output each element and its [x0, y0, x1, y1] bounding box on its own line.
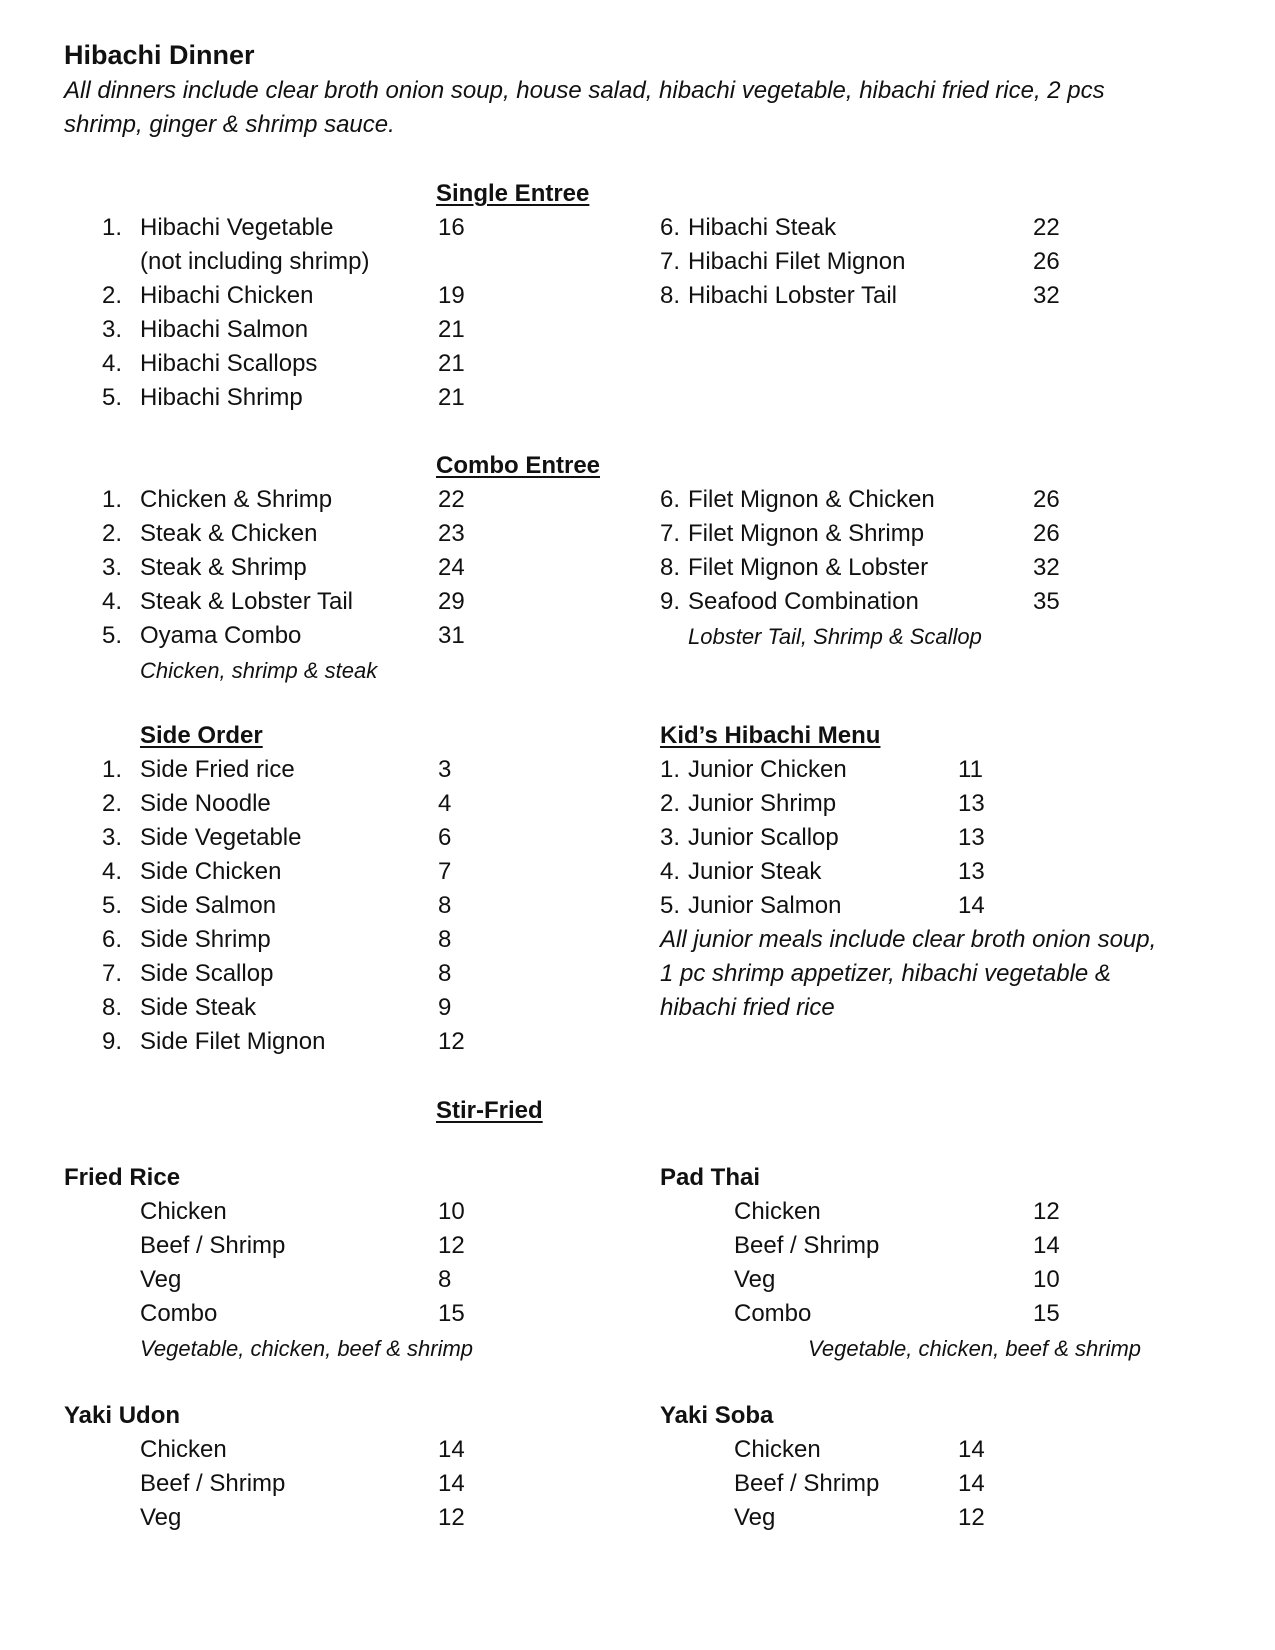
menu-item-name: Veg — [734, 1504, 776, 1531]
menu-item-number: 7. — [660, 520, 681, 547]
menu-item-price: 15 — [438, 1300, 465, 1327]
menu-item-name: Junior Chicken — [688, 756, 847, 783]
kids-menu-heading: Kid’s Hibachi Menu — [660, 722, 881, 749]
menu-item-name: Veg — [140, 1504, 182, 1531]
menu-item-name: Junior Shrimp — [688, 790, 837, 817]
side-order-heading: Side Order — [140, 722, 263, 749]
menu-item-price: 26 — [1033, 248, 1060, 275]
menu-item-name: Chicken & Shrimp — [140, 486, 333, 513]
menu-item-price: 21 — [438, 316, 465, 343]
menu-item-number: 7. — [660, 248, 681, 275]
menu-item-name: Hibachi Salmon — [140, 316, 309, 343]
menu-item-number: 2. — [660, 790, 681, 817]
menu-item-number: 4. — [102, 858, 123, 885]
menu-item-number: 8. — [102, 994, 123, 1021]
fried-rice-title: Fried Rice — [64, 1164, 181, 1191]
menu-item-price: 9 — [438, 994, 452, 1021]
menu-item-price: 13 — [958, 858, 985, 885]
menu-item-name: Chicken — [734, 1198, 821, 1225]
menu-item-price: 32 — [1033, 282, 1060, 309]
menu-item-note: Vegetable, chicken, beef & shrimp — [140, 1336, 474, 1361]
menu-item-price: 19 — [438, 282, 465, 309]
menu-item-price: 3 — [438, 756, 452, 783]
menu-item-number: 7. — [102, 960, 123, 987]
menu-item-number: 2. — [102, 520, 123, 547]
menu-item-name: Side Filet Mignon — [140, 1028, 326, 1055]
menu-item-name: Side Fried rice — [140, 756, 295, 783]
menu-item-price: 6 — [438, 824, 452, 851]
menu-item-name: Hibachi Lobster Tail — [688, 282, 898, 309]
menu-item-name: Side Scallop — [140, 960, 274, 987]
menu-item-price: 7 — [438, 858, 452, 885]
yaki-udon-title: Yaki Udon — [64, 1402, 181, 1429]
menu-item-name: Filet Mignon & Chicken — [688, 486, 935, 513]
menu-item-name: Steak & Shrimp — [140, 554, 307, 581]
menu-item-price: 8 — [438, 1266, 452, 1293]
menu-item-name: Side Salmon — [140, 892, 277, 919]
menu-item-price: 26 — [1033, 520, 1060, 547]
menu-item-name: Seafood Combination — [688, 588, 919, 615]
menu-item-name: Side Noodle — [140, 790, 271, 817]
menu-item-number: 8. — [660, 554, 681, 581]
menu-item-price: 23 — [438, 520, 465, 547]
menu-item-number: 6. — [660, 486, 681, 513]
menu-item-note: Lobster Tail, Shrimp & Scallop — [688, 624, 982, 649]
menu-item-number: 3. — [660, 824, 681, 851]
menu-item-name: Hibachi Chicken — [140, 282, 314, 309]
menu-item-price: 32 — [1033, 554, 1060, 581]
menu-item-number: 5. — [102, 622, 123, 649]
menu-item-price: 29 — [438, 588, 465, 615]
menu-item-price: 21 — [438, 350, 465, 377]
menu-item-name: Filet Mignon & Lobster — [688, 554, 929, 581]
kids-menu-note-line: hibachi fried rice — [660, 994, 835, 1021]
menu-item-price: 14 — [1033, 1232, 1060, 1259]
menu-item-price: 14 — [438, 1436, 465, 1463]
menu-item-name: Hibachi Steak — [688, 214, 837, 241]
menu-item-name: Oyama Combo — [140, 622, 302, 649]
menu-item-number: 3. — [102, 554, 123, 581]
menu-item-price: 12 — [958, 1504, 985, 1531]
menu-item-price: 8 — [438, 960, 452, 987]
menu-item-price: 14 — [958, 1470, 985, 1497]
menu-item-name: Hibachi Filet Mignon — [688, 248, 906, 275]
menu-item-name: Steak & Chicken — [140, 520, 318, 547]
menu-item-price: 14 — [438, 1470, 465, 1497]
menu-item-price: 11 — [958, 756, 983, 783]
kids-menu-note-line: 1 pc shrimp appetizer, hibachi vegetable & — [660, 960, 1111, 987]
menu-item-name: Steak & Lobster Tail — [140, 588, 354, 615]
menu-item-note: Vegetable, chicken, beef & shrimp — [808, 1336, 1142, 1361]
menu-item-name: Filet Mignon & Shrimp — [688, 520, 925, 547]
menu-item-price: 4 — [438, 790, 452, 817]
menu-item-name: Junior Salmon — [688, 892, 842, 919]
menu-item-name: Beef / Shrimp — [140, 1470, 286, 1497]
menu-item-price: 21 — [438, 384, 465, 411]
menu-item-number: 1. — [102, 756, 123, 783]
menu-item-number: 6. — [102, 926, 123, 953]
menu-item-number: 4. — [102, 350, 123, 377]
kids-menu-note-line: All junior meals include clear broth onion soup, — [660, 926, 1157, 953]
menu-item-note: (not including shrimp) — [140, 248, 370, 275]
menu-item-name: Combo — [734, 1300, 812, 1327]
menu-item-name: Hibachi Vegetable — [140, 214, 334, 241]
menu-item-number: 1. — [660, 756, 681, 783]
menu-item-number: 3. — [102, 824, 123, 851]
menu-item-name: Junior Scallop — [688, 824, 839, 851]
menu-item-number: 2. — [102, 282, 123, 309]
menu-item-price: 16 — [438, 214, 465, 241]
menu-item-price: 13 — [958, 790, 985, 817]
intro-line-2: shrimp, ginger & shrimp sauce. — [64, 111, 395, 138]
page-title: Hibachi Dinner — [64, 40, 255, 70]
menu-item-name: Veg — [734, 1266, 776, 1293]
menu-item-name: Veg — [140, 1266, 182, 1293]
menu-item-number: 5. — [102, 892, 123, 919]
menu-item-price: 22 — [1033, 214, 1060, 241]
menu-item-price: 15 — [1033, 1300, 1060, 1327]
menu-item-number: 8. — [660, 282, 681, 309]
pad-thai-title: Pad Thai — [660, 1164, 761, 1191]
menu-item-number: 2. — [102, 790, 123, 817]
menu-item-number: 5. — [660, 892, 681, 919]
menu-item-name: Beef / Shrimp — [734, 1232, 880, 1259]
menu-item-name: Chicken — [140, 1198, 227, 1225]
menu-item-number: 6. — [660, 214, 681, 241]
single-entree-heading: Single Entree — [436, 180, 590, 207]
menu-item-number: 1. — [102, 214, 123, 241]
menu-item-number: 1. — [102, 486, 123, 513]
yaki-soba-title: Yaki Soba — [660, 1402, 774, 1429]
menu-item-number: 4. — [102, 588, 123, 615]
menu-item-price: 8 — [438, 892, 452, 919]
menu-item-name: Side Steak — [140, 994, 257, 1021]
menu-item-price: 24 — [438, 554, 465, 581]
menu-item-name: Chicken — [140, 1436, 227, 1463]
menu-item-name: Chicken — [734, 1436, 821, 1463]
menu-item-price: 14 — [958, 892, 985, 919]
menu-item-price: 35 — [1033, 588, 1060, 615]
menu-item-name: Side Vegetable — [140, 824, 302, 851]
intro-line-1: All dinners include clear broth onion soup, house salad, hibachi vegetable, hibachi fried rice, 2 pcs — [64, 77, 1105, 104]
menu-item-name: Beef / Shrimp — [140, 1232, 286, 1259]
menu-item-name: Beef / Shrimp — [734, 1470, 880, 1497]
menu-item-price: 22 — [438, 486, 465, 513]
menu-item-price: 26 — [1033, 486, 1060, 513]
stir-fried-heading: Stir-Fried — [436, 1097, 543, 1124]
menu-item-number: 3. — [102, 316, 123, 343]
menu-item-name: Side Chicken — [140, 858, 282, 885]
menu-item-name: Hibachi Shrimp — [140, 384, 303, 411]
menu-item-price: 8 — [438, 926, 452, 953]
menu-item-price: 14 — [958, 1436, 985, 1463]
menu-item-price: 10 — [1033, 1266, 1060, 1293]
combo-entree-heading: Combo Entree — [436, 452, 601, 479]
menu-item-number: 9. — [660, 588, 681, 615]
menu-item-number: 4. — [660, 858, 681, 885]
menu-item-name: Junior Steak — [688, 858, 822, 885]
menu-item-name: Combo — [140, 1300, 218, 1327]
menu-item-number: 5. — [102, 384, 123, 411]
menu-item-number: 9. — [102, 1028, 123, 1055]
menu-item-price: 12 — [438, 1232, 465, 1259]
menu-item-price: 13 — [958, 824, 985, 851]
menu-item-price: 31 — [438, 622, 465, 649]
menu-item-name: Hibachi Scallops — [140, 350, 318, 377]
menu-item-price: 12 — [438, 1028, 465, 1055]
menu-item-price: 12 — [438, 1504, 465, 1531]
menu-item-note: Chicken, shrimp & steak — [140, 658, 378, 683]
menu-item-price: 12 — [1033, 1198, 1060, 1225]
menu-item-name: Side Shrimp — [140, 926, 271, 953]
menu-item-price: 10 — [438, 1198, 465, 1225]
